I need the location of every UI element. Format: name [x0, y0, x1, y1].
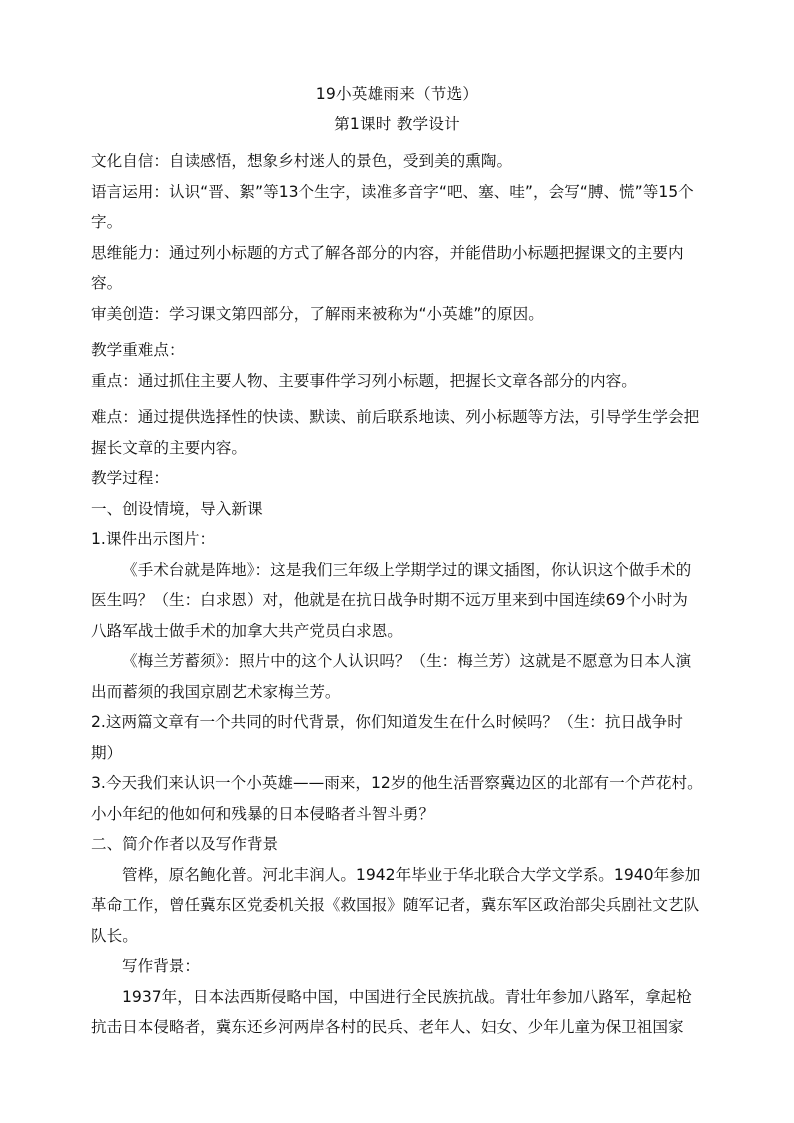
paragraph-surgery: 《手术台就是阵地》：这是我们三年级上学期学过的课文插图，你认识这个做手术的医生吗？（生：白求恩）对，他就是在抗日战争时期不远万里来到中国连续69个小时为八路军战士做手术的加拿大共产党员白求恩。	[91, 560, 692, 640]
document-body	[91, 146, 703, 1043]
lesson-title: 19小英雄雨来（节选）	[315, 85, 479, 103]
paragraph-mei-lanfang: 《梅兰芳蓄须》：照片中的这个人认识吗？（生：梅兰芳）这就是不愿意为日本人演出而蓄须的我国京剧艺术家梅兰芳。	[91, 652, 692, 701]
background-label: 写作背景：	[122, 957, 200, 975]
step-1: 1.课件出示图片：	[91, 530, 216, 548]
lesson-subtitle: 第1课时 教学设计	[334, 115, 460, 133]
key-points-focus: 重点：通过抓住主要人物、主要事件学习列小标题，把握长文章各部分的内容。	[91, 371, 637, 390]
goal-thinking: 思维能力：通过列小标题的方式了解各部分的内容，并能借助小标题把握课文的主要内容。	[91, 243, 684, 292]
process-heading: 教学过程：	[91, 469, 169, 487]
goal-aesthetic: 审美创造：学习课文第四部分，了解雨来被称为“小英雄”的原因。	[91, 304, 544, 323]
key-points-heading: 教学重难点：	[91, 341, 185, 359]
section-heading-intro: 一、创设情境，导入新课	[91, 499, 263, 518]
section-heading-author: 二、简介作者以及写作背景	[91, 835, 279, 853]
paragraph-background: 1937年，日本法西斯侵略中国，中国进行全民族抗战。青壮年参加八路军，拿起枪抗击日本侵略者，冀东还乡河两岸各村的民兵、老年人、妇女、少年儿童为保卫祖国家	[91, 987, 692, 1036]
paragraph-author: 管桦，原名鲍化普。河北丰润人。1942年毕业于华北联合大学文学系。1940年参加革命工作，曾任冀东区党委机关报《救国报》随军记者，冀东军区政治部尖兵剧社文艺队队长。	[91, 865, 701, 945]
step-2: 2.这两篇文章有一个共同的时代背景，你们知道发生在什么时候吗？（生：抗日战争时期）	[91, 713, 683, 762]
goal-culture: 文化自信：自读感悟，想象乡村迷人的景色，受到美的熏陶。	[91, 152, 513, 170]
step-3: 3.今天我们来认识一个小英雄——雨来，12岁的他生活晋察冀边区的北部有一个芦花村。小小年纪的他如何和残暴的日本侵略者斗智斗勇？	[91, 774, 703, 823]
key-points-difficulty: 难点：通过提供选择性的快读、默读、前后联系地读、列小标题等方法，引导学生学会把握长文章的主要内容。	[91, 408, 700, 457]
goal-language: 语言运用：认识“晋、絮”等13个生字，读准多音字“吧、塞、哇”，会写“膊、慌”等15个字。	[91, 182, 694, 231]
